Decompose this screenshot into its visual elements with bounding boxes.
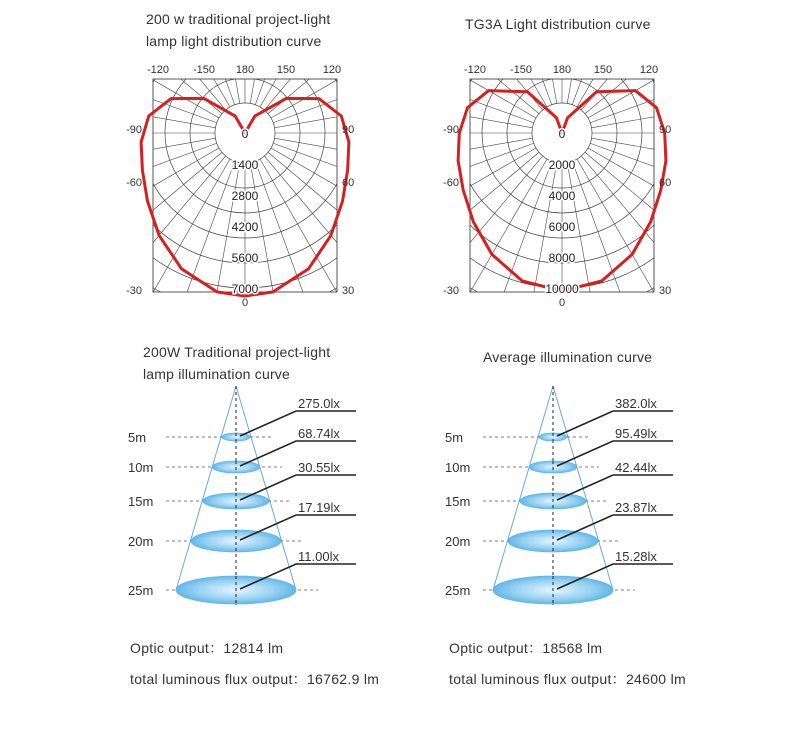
radial-label: 2000 <box>548 158 576 172</box>
bottom-angle-label: 0 <box>241 297 249 309</box>
left-cone-title-line1: 200W Traditional project-light <box>143 344 331 360</box>
right-total-output: total luminous flux output：24600 lm <box>449 671 686 687</box>
left-polar-title-line1: 200 w traditional project-light <box>146 11 331 27</box>
left-total-output: total luminous flux output：16762.9 lm <box>130 671 380 687</box>
distance-label: 20m <box>128 534 154 549</box>
top-angle-label: 150 <box>276 64 296 76</box>
left-angle-label: -60 <box>443 177 459 189</box>
distance-label: 15m <box>445 494 471 509</box>
distance-label: 20m <box>445 534 471 549</box>
lux-value: 95.49lx <box>615 426 657 441</box>
right-angle-label: 60 <box>659 177 672 189</box>
right-illumination-cone <box>437 380 697 620</box>
left-polar-diagram <box>120 55 380 320</box>
top-angle-label: 150 <box>593 64 613 76</box>
left-cone-title-line2: lamp illumination curve <box>143 366 290 382</box>
cone-side <box>493 386 553 590</box>
top-angle-label: -150 <box>192 64 216 76</box>
lux-value: 275.0lx <box>298 396 340 411</box>
right-cone-title: Average illumination curve <box>483 349 653 365</box>
lux-value: 23.87lx <box>615 500 657 515</box>
lux-value: 42.44lx <box>615 460 657 475</box>
left-optic-output: Optic output：12814 lm <box>130 640 284 656</box>
radial-label: 4000 <box>548 189 576 203</box>
top-angle-label: 180 <box>552 64 572 76</box>
right-angle-label: 90 <box>342 124 355 136</box>
left-angle-label: -90 <box>443 124 459 136</box>
lux-value: 11.00lx <box>298 549 339 564</box>
left-angle-label: -60 <box>126 177 142 189</box>
left-polar-title <box>146 8 330 52</box>
left-cone-title <box>143 341 330 385</box>
lux-value: 15.28lx <box>615 549 657 564</box>
right-angle-label: 60 <box>342 177 355 189</box>
lux-value: 17.19lx <box>298 500 340 515</box>
top-angle-label: 120 <box>639 64 659 76</box>
radial-label: 0 <box>241 127 249 141</box>
top-angle-label: -120 <box>463 64 487 76</box>
radial-label: 7000 <box>231 282 259 296</box>
right-angle-label: 90 <box>659 124 672 136</box>
right-polar-diagram <box>437 55 697 320</box>
radial-label: 1400 <box>231 158 259 172</box>
distance-label: 25m <box>445 583 471 598</box>
bottom-angle-label: 0 <box>558 297 566 309</box>
distance-label: 10m <box>128 460 154 475</box>
radial-label: 6000 <box>548 220 576 234</box>
right-polar-title: TG3A Light distribution curve <box>465 16 651 32</box>
left-angle-label: -30 <box>126 285 142 297</box>
lux-value: 68.74lx <box>298 426 340 441</box>
left-angle-label: -30 <box>443 285 459 297</box>
radial-label: 4200 <box>231 220 259 234</box>
distance-label: 5m <box>128 430 147 445</box>
left-angle-label: -90 <box>126 124 142 136</box>
top-angle-label: -150 <box>509 64 533 76</box>
radial-label: 8000 <box>548 251 576 265</box>
distance-label: 10m <box>445 460 471 475</box>
right-angle-label: 30 <box>342 285 355 297</box>
right-angle-label: 30 <box>659 285 672 297</box>
lux-value: 30.55lx <box>298 460 340 475</box>
radial-label: 0 <box>558 127 566 141</box>
lux-value: 382.0lx <box>615 396 657 411</box>
radial-label: 2800 <box>231 189 259 203</box>
radial-label: 10000 <box>545 282 579 296</box>
top-angle-label: -120 <box>146 64 170 76</box>
radial-label: 5600 <box>231 251 259 265</box>
left-illumination-cone <box>120 380 380 620</box>
left-polar-title-line2: lamp light distribution curve <box>146 33 322 49</box>
cone-side <box>176 386 236 590</box>
distance-label: 25m <box>128 583 154 598</box>
distance-label: 5m <box>445 430 464 445</box>
top-angle-label: 180 <box>235 64 255 76</box>
distance-label: 15m <box>128 494 154 509</box>
right-optic-output: Optic output：18568 lm <box>449 640 603 656</box>
top-angle-label: 120 <box>322 64 342 76</box>
